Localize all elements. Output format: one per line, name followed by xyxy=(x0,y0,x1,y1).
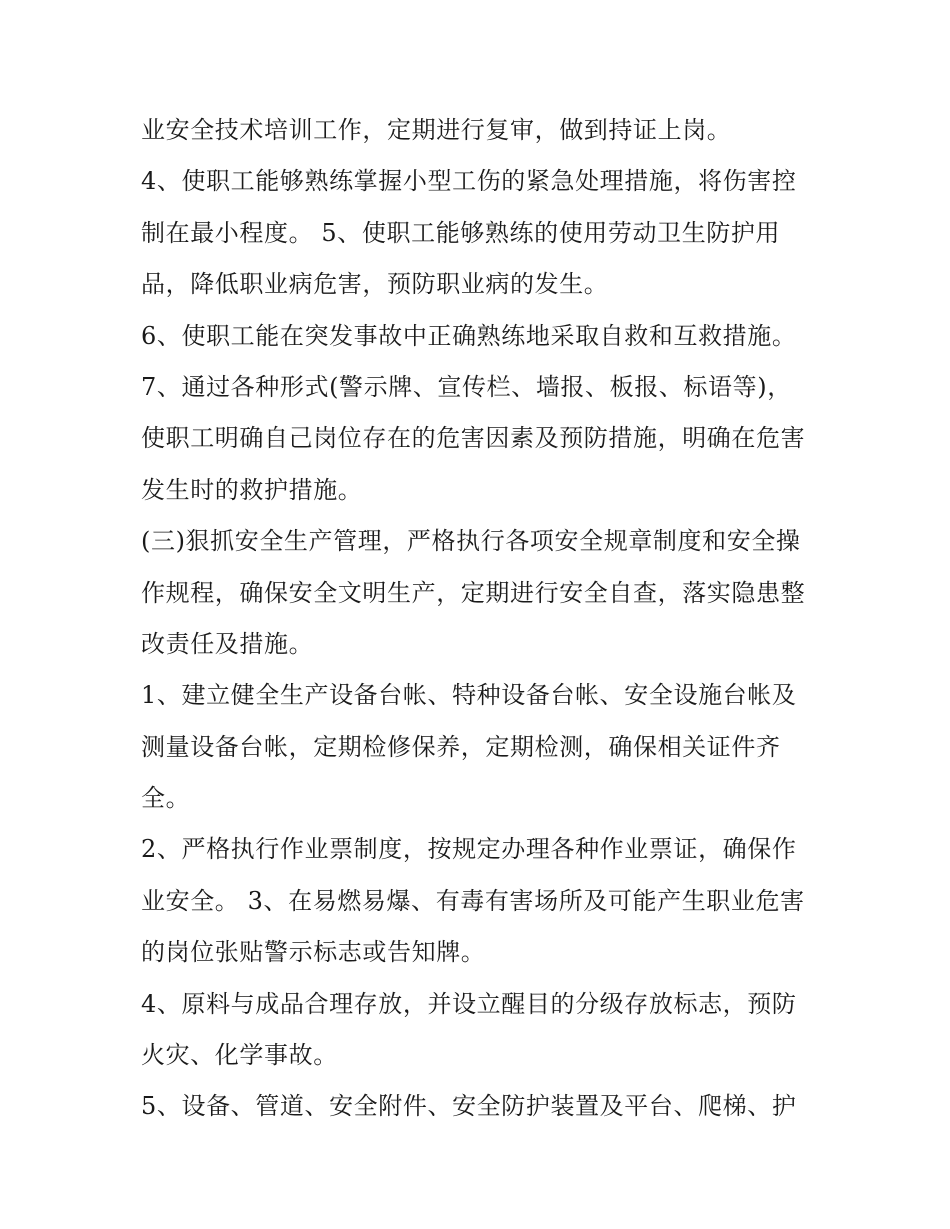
text-line: 火灾、化学事故。 xyxy=(141,1041,338,1070)
text-line: 7、通过各种形式(警示牌、宣传栏、墙报、板报、标语等)， xyxy=(141,372,792,401)
text-line: 品，降低职业病危害，预防职业病的发生。 xyxy=(141,270,609,299)
text-line: 业安全技术培训工作，定期进行复审，做到持证上岗。 xyxy=(141,116,732,144)
text-line: 作规程，确保安全文明生产，定期进行安全自查，落实隐患整 xyxy=(141,578,806,607)
text-line: 改责任及措施。 xyxy=(141,629,314,658)
text-line: 发生时的救护措施。 xyxy=(141,475,363,504)
text-line: 6、使职工能在突发事故中正确熟练地采取自救和互救措施。 xyxy=(141,321,797,350)
text-line: 的岗位张贴警示标志或告知牌。 xyxy=(141,938,486,967)
text-line: 全。 xyxy=(141,784,191,813)
text-line: 4、原料与成品合理存放，并设立醒目的分级存放标志，预防 xyxy=(141,989,797,1018)
text-line: 制在最小程度。 5、使职工能够熟练的使用劳动卫生防护用 xyxy=(141,218,781,247)
text-line: 业安全。 3、在易燃易爆、有毒有害场所及可能产生职业危害 xyxy=(141,886,805,915)
body-text xyxy=(141,105,821,1133)
text-line: 2、严格执行作业票制度，按规定办理各种作业票证，确保作 xyxy=(141,835,797,864)
text-line: 测量设备台帐，定期检修保养，定期检测，确保相关证件齐 xyxy=(141,732,781,761)
text-line: 4、使职工能够熟练掌握小型工伤的紧急处理措施，将伤害控 xyxy=(141,167,797,196)
text-line: 使职工明确自己岗位存在的危害因素及预防措施，明确在危害 xyxy=(141,424,806,453)
text-line: 5、设备、管道、安全附件、安全防护装置及平台、爬梯、护 xyxy=(141,1092,797,1121)
section-heading-line: (三)狠抓安全生产管理，严格执行各项安全规章制度和安全操 xyxy=(141,527,801,556)
text-line: 1、建立健全生产设备台帐、特种设备台帐、安全设施台帐及 xyxy=(141,681,797,710)
